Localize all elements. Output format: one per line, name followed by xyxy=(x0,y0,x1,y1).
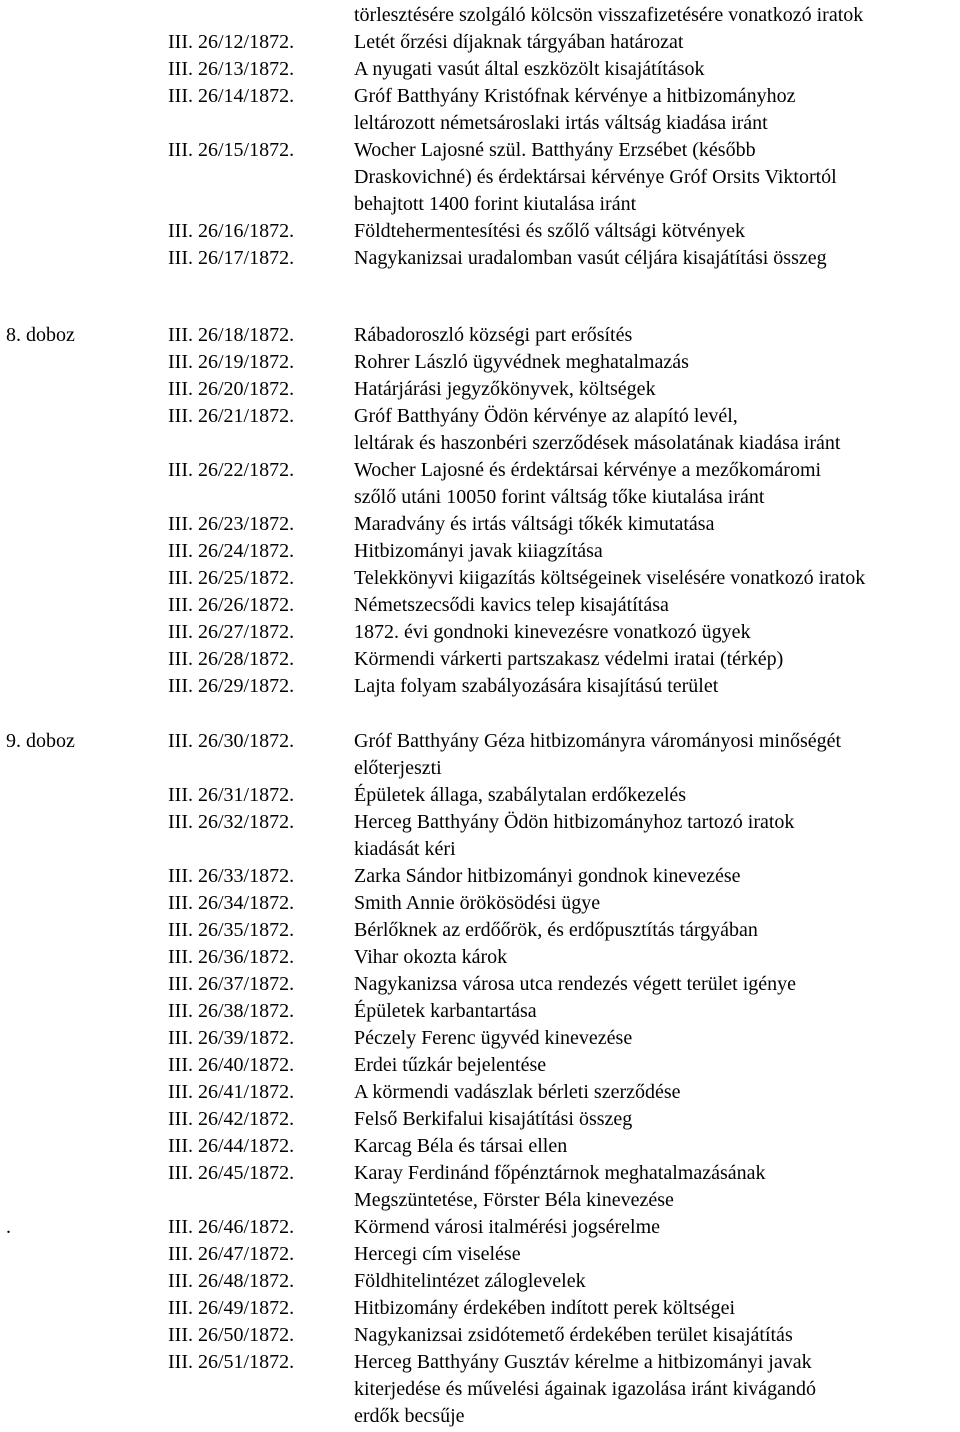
inventory-row xyxy=(0,700,960,727)
inventory-row xyxy=(0,1025,960,1052)
record-description: Épületek karbantartása xyxy=(354,1000,537,1022)
record-description: Nagykanizsai zsidótemető érdekében terület kisajátítás xyxy=(354,1324,793,1346)
record-description: szőlő utáni 10050 forint váltság tőke kiutalása iránt xyxy=(354,486,765,508)
reference-number: III. 26/27/1872. xyxy=(168,621,295,643)
record-description: Letét őrzési díjaknak tárgyában határozat xyxy=(354,31,684,53)
inventory-row xyxy=(0,673,960,700)
inventory-row xyxy=(0,971,960,998)
inventory-row xyxy=(0,511,960,538)
inventory-row xyxy=(0,56,960,83)
record-description: kiterjedése és művelési ágainak igazolása iránt kivágandó xyxy=(354,1378,817,1400)
inventory-row xyxy=(0,728,960,755)
inventory-row xyxy=(0,782,960,809)
inventory-row xyxy=(0,1187,960,1214)
record-description: Felső Berkifalui kisajátítási összeg xyxy=(354,1108,633,1130)
inventory-row xyxy=(0,376,960,403)
inventory-row xyxy=(0,245,960,272)
inventory-row xyxy=(0,998,960,1025)
inventory-row xyxy=(0,430,960,457)
record-description: Földtehermentesítési és szőlő váltsági kötvények xyxy=(354,220,746,242)
reference-number: III. 26/45/1872. xyxy=(168,1162,295,1184)
record-description: Megszüntetése, Förster Béla kinevezése xyxy=(354,1189,674,1211)
inventory-row xyxy=(0,619,960,646)
record-description: Körmendi várkerti partszakasz védelmi iratai (térkép) xyxy=(354,648,784,670)
record-description: Épületek állaga, szabálytalan erdőkezelés xyxy=(354,784,687,806)
record-description: Gróf Batthyány Géza hitbizományra várományosi minőségét xyxy=(354,730,842,752)
reference-number: III. 26/46/1872. xyxy=(168,1216,295,1238)
inventory-row xyxy=(0,809,960,836)
record-description: Wocher Lajosné szül. Batthyány Erzsébet (később xyxy=(354,139,756,161)
record-description: törlesztésére szolgáló kölcsön visszafizetésére vonatkozó iratok xyxy=(354,4,864,26)
inventory-row xyxy=(0,1403,960,1430)
inventory-row xyxy=(0,944,960,971)
inventory-row xyxy=(0,863,960,890)
record-description: Nagykanizsa városa utca rendezés végett terület igénye xyxy=(354,973,797,995)
record-description: kiadását kéri xyxy=(354,838,456,860)
box-number: . xyxy=(6,1216,11,1238)
record-description: leltárak és haszonbéri szerződések másolatának kiadása iránt xyxy=(354,432,841,454)
inventory-row xyxy=(0,484,960,511)
reference-number: III. 26/15/1872. xyxy=(168,139,295,161)
record-description: Karcag Béla és társai ellen xyxy=(354,1135,568,1157)
record-description: Telekkönyvi kiigazítás költségeinek viselésére vonatkozó iratok xyxy=(354,567,866,589)
inventory-row xyxy=(0,403,960,430)
record-description: Bérlőknek az erdőőrök, és erdőpusztítás tárgyában xyxy=(354,919,758,941)
inventory-row xyxy=(0,1106,960,1133)
record-description: erdők becsűje xyxy=(354,1405,465,1427)
record-description: Gróf Batthyány Kristófnak kérvénye a hitbizományhoz xyxy=(354,85,796,107)
record-description: Herceg Batthyány Gusztáv kérelme a hitbizományi javak xyxy=(354,1351,812,1373)
inventory-row xyxy=(0,83,960,110)
record-description: Rábadoroszló községi part erősítés xyxy=(354,324,633,346)
inventory-row xyxy=(0,1160,960,1187)
reference-number: III. 26/29/1872. xyxy=(168,675,295,697)
reference-number: III. 26/13/1872. xyxy=(168,58,295,80)
record-description: Gróf Batthyány Ödön kérvénye az alapító levél, xyxy=(354,405,738,427)
inventory-row xyxy=(0,29,960,56)
reference-number: III. 26/44/1872. xyxy=(168,1135,295,1157)
record-description: Földhitelintézet záloglevelek xyxy=(354,1270,586,1292)
reference-number: III. 26/14/1872. xyxy=(168,85,295,107)
reference-number: III. 26/12/1872. xyxy=(168,31,295,53)
box-number: 8. doboz xyxy=(6,324,75,346)
reference-number: III. 26/20/1872. xyxy=(168,378,295,400)
inventory-row xyxy=(0,1214,960,1241)
reference-number: III. 26/49/1872. xyxy=(168,1297,295,1319)
inventory-row xyxy=(0,538,960,565)
inventory-row xyxy=(0,1079,960,1106)
inventory-row xyxy=(0,1349,960,1376)
inventory-row xyxy=(0,2,960,29)
reference-number: III. 26/32/1872. xyxy=(168,811,295,833)
inventory-row xyxy=(0,917,960,944)
record-description: A körmendi vadászlak bérleti szerződése xyxy=(354,1081,681,1103)
reference-number: III. 26/28/1872. xyxy=(168,648,295,670)
record-description: Körmend városi italmérési jogsérelme xyxy=(354,1216,661,1238)
inventory-row xyxy=(0,457,960,484)
inventory-row xyxy=(0,277,960,304)
record-description: Vihar okozta károk xyxy=(354,946,508,968)
record-description: A nyugati vasút által eszközölt kisajátítások xyxy=(354,58,705,80)
record-description: Lajta folyam szabályozására kisajítású terület xyxy=(354,675,719,697)
inventory-row xyxy=(0,164,960,191)
inventory-row xyxy=(0,110,960,137)
reference-number: III. 26/36/1872. xyxy=(168,946,295,968)
reference-number: III. 26/24/1872. xyxy=(168,540,295,562)
record-description: Wocher Lajosné és érdektársai kérvénye a mezőkomáromi xyxy=(354,459,822,481)
record-description: Hitbizomány érdekében indított perek költségei xyxy=(354,1297,735,1319)
record-description: Németszecsődi kavics telep kisajátítása xyxy=(354,594,669,616)
reference-number: III. 26/47/1872. xyxy=(168,1243,295,1265)
record-description: Smith Annie örökösödési ügye xyxy=(354,892,601,914)
reference-number: III. 26/34/1872. xyxy=(168,892,295,914)
record-description: Péczely Ferenc ügyvéd kinevezése xyxy=(354,1027,633,1049)
reference-number: III. 26/30/1872. xyxy=(168,730,295,752)
reference-number: III. 26/39/1872. xyxy=(168,1027,295,1049)
record-description: Nagykanizsai uradalomban vasút céljára kisajátítási összeg xyxy=(354,247,827,269)
reference-number: III. 26/40/1872. xyxy=(168,1054,295,1076)
record-description: Draskovichné) és érdektársai kérvénye Gróf Orsits Viktortól xyxy=(354,166,837,188)
inventory-row xyxy=(0,1052,960,1079)
reference-number: III. 26/35/1872. xyxy=(168,919,295,941)
reference-number: III. 26/31/1872. xyxy=(168,784,295,806)
inventory-row xyxy=(0,137,960,164)
record-description: Hercegi cím viselése xyxy=(354,1243,521,1265)
record-description: Zarka Sándor hitbizományi gondnok kinevezése xyxy=(354,865,741,887)
inventory-row xyxy=(0,1133,960,1160)
inventory-row xyxy=(0,191,960,218)
reference-number: III. 26/48/1872. xyxy=(168,1270,295,1292)
inventory-row xyxy=(0,592,960,619)
reference-number: III. 26/38/1872. xyxy=(168,1000,295,1022)
record-description: Hitbizományi javak kiiagzítása xyxy=(354,540,603,562)
record-description: Erdei tűzkár bejelentése xyxy=(354,1054,547,1076)
inventory-row xyxy=(0,565,960,592)
inventory-row xyxy=(0,218,960,245)
inventory-row xyxy=(0,836,960,863)
record-description: behajtott 1400 forint kiutalása iránt xyxy=(354,193,637,215)
reference-number: III. 26/51/1872. xyxy=(168,1351,295,1373)
reference-number: III. 26/16/1872. xyxy=(168,220,295,242)
reference-number: III. 26/17/1872. xyxy=(168,247,295,269)
reference-number: III. 26/21/1872. xyxy=(168,405,295,427)
record-description: 1872. évi gondnoki kinevezésre vonatkozó ügyek xyxy=(354,621,751,643)
reference-number: III. 26/33/1872. xyxy=(168,865,295,887)
record-description: Rohrer László ügyvédnek meghatalmazás xyxy=(354,351,689,373)
reference-number: III. 26/22/1872. xyxy=(168,459,295,481)
inventory-row xyxy=(0,890,960,917)
inventory-row xyxy=(0,1376,960,1403)
inventory-row xyxy=(0,322,960,349)
record-description: Karay Ferdinánd főpénztárnok meghatalmazásának xyxy=(354,1162,766,1184)
reference-number: III. 26/19/1872. xyxy=(168,351,295,373)
record-description: leltározott németsároslaki irtás váltság kiadása iránt xyxy=(354,112,768,134)
inventory-row xyxy=(0,1295,960,1322)
inventory-row xyxy=(0,349,960,376)
inventory-row xyxy=(0,646,960,673)
inventory-row xyxy=(0,1241,960,1268)
reference-number: III. 26/26/1872. xyxy=(168,594,295,616)
inventory-row xyxy=(0,1322,960,1349)
reference-number: III. 26/41/1872. xyxy=(168,1081,295,1103)
inventory-row xyxy=(0,1268,960,1295)
inventory-row xyxy=(0,755,960,782)
reference-number: III. 26/50/1872. xyxy=(168,1324,295,1346)
reference-number: III. 26/37/1872. xyxy=(168,973,295,995)
record-description: Maradvány és irtás váltsági tőkék kimutatása xyxy=(354,513,715,535)
reference-number: III. 26/25/1872. xyxy=(168,567,295,589)
reference-number: III. 26/18/1872. xyxy=(168,324,295,346)
record-description: előterjeszti xyxy=(354,757,442,779)
reference-number: III. 26/23/1872. xyxy=(168,513,295,535)
record-description: Határjárási jegyzőkönyvek, költségek xyxy=(354,378,656,400)
reference-number: III. 26/42/1872. xyxy=(168,1108,295,1130)
record-description: Herceg Batthyány Ödön hitbizományhoz tartozó iratok xyxy=(354,811,795,833)
box-number: 9. doboz xyxy=(6,730,75,752)
